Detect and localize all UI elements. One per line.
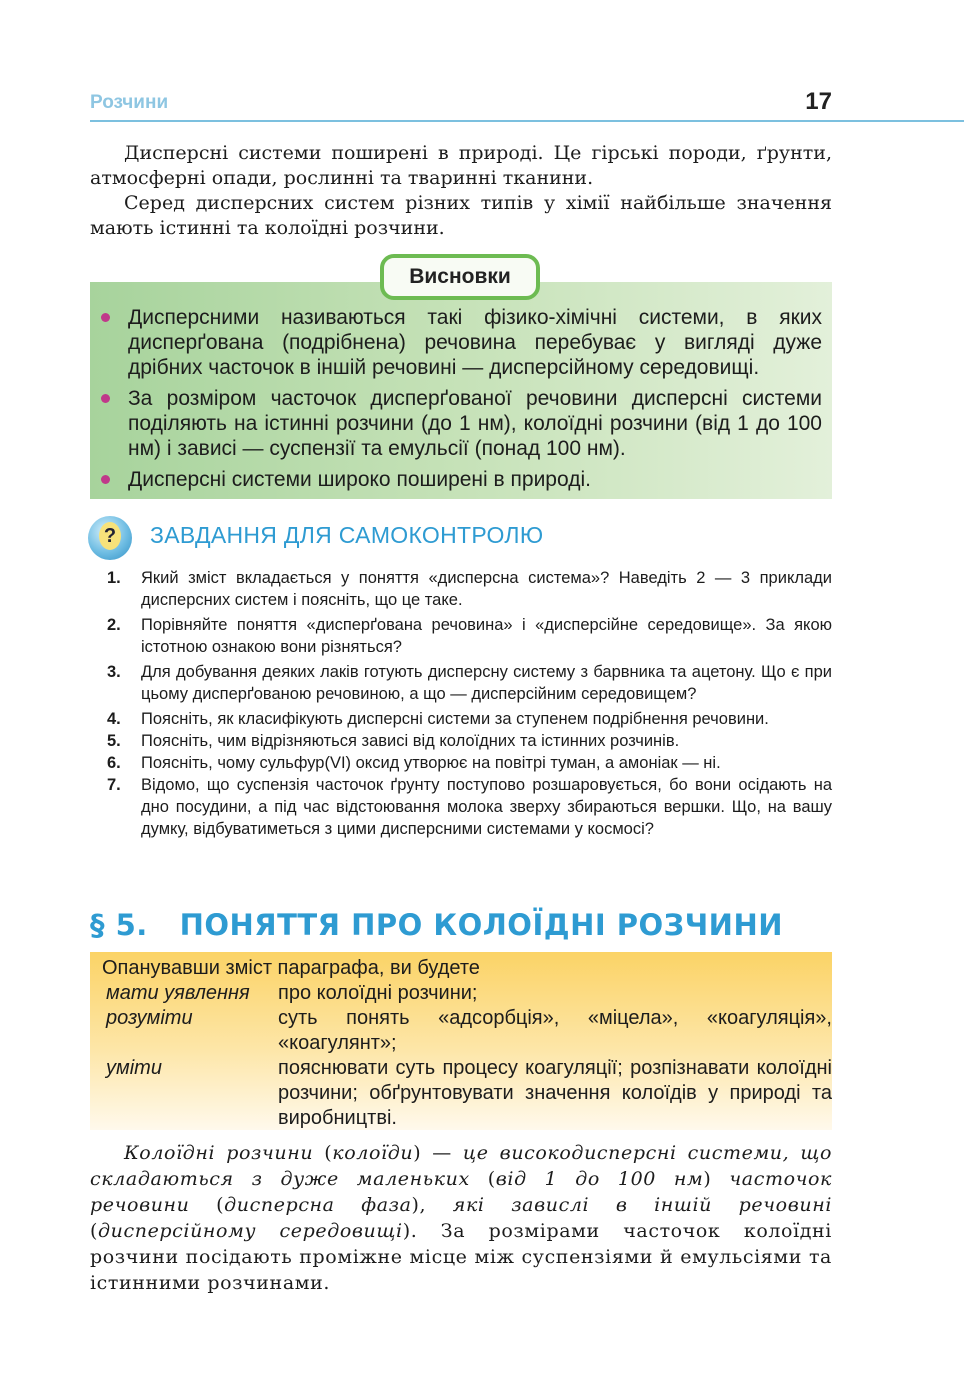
page-number: 17 xyxy=(805,88,832,115)
task-item: 3. Для добування деяких лаків готують дисперсну систему з барвника та ацетону. Що є при цьому дисперґованою речовиною, а що — дисперсійним середовищем? xyxy=(107,663,832,703)
chapter-title: Розчини xyxy=(90,92,169,113)
running-header xyxy=(90,88,964,122)
task-item: 4. Поясніть, як класифікують дисперсні системи за ступенем подрібнення речовини. xyxy=(107,710,769,728)
task-item: 2. Порівняйте поняття «дисперґована речовина» і «дисперсійне середовище». За якою істотною ознакою вони різняться? xyxy=(107,616,832,656)
bullet-icon xyxy=(101,475,110,484)
objective-text: суть понять «адсорбція», «міцела», «коагуляція», «коагулянт»; xyxy=(278,1007,832,1054)
question-icon: ? xyxy=(88,516,132,560)
intro-paragraph-1: Дисперсні системи поширені в природі. Це гірські породи, ґрунти, атмосферні опади, рослинні та тваринні тканини. xyxy=(90,142,832,189)
task-item: 6. Поясніть, чому сульфур(VI) оксид утворює на повітрі туман, а амоніак — ні. xyxy=(107,754,721,772)
objective-term: уміти xyxy=(106,1057,162,1079)
task-item: 5. Поясніть, чим відрізняються завиcі від колоїдних та істинних розчинів. xyxy=(107,732,680,750)
conclusion-item: Дисперсними називаються такі фізико-хімічні системи, в яких дисперґована (подрібнена) речовина перебуває у вигляді дуже дрібних часточок в іншій речовині — дисперсійному середовищі. xyxy=(90,305,832,380)
bullet-icon xyxy=(101,394,110,403)
conclusion-item: За розміром часточок дисперґованої речовини дисперсні системи поділяють на істинні розчини (до 1 нм), колоїдні розчини (від 1 до 100 нм) і завиcі — суспензії та емульсії (понад 100 нм). xyxy=(90,386,832,461)
objective-text: про колоїдні розчини; xyxy=(278,982,478,1004)
conclusions-title: Висновки xyxy=(380,254,540,300)
bullet-icon xyxy=(101,313,110,322)
self-control-title: ЗАВДАННЯ ДЛЯ САМОКОНТРОЛЮ xyxy=(150,522,544,548)
objectives-intro: Опанувавши зміст параграфа, ви будете xyxy=(102,957,480,979)
task-item: 1. Який зміст вкладається у поняття «дисперсна система»? Наведіть 2 — 3 приклади дисперсних систем і поясніть, що це таке. xyxy=(107,569,832,609)
section-title: § 5. ПОНЯТТЯ ПРО КОЛОЇДНІ РОЗЧИНИ xyxy=(90,908,783,942)
conclusions-list xyxy=(90,305,832,498)
conclusion-item: Дисперсні системи широко поширені в природі. xyxy=(90,467,832,492)
definition-paragraph: Колоїдні розчини (колоїди) — це високодисперсні системи, що складаються з дуже маленьких (від 1 до 100 нм) часточок речовини (дисперсна фаза), які завислі в іншій речовині (дисперсійному середовищі). За розмірами часточок колоїдні розчини посідають проміжне місце між суспензіями й емульсіями та істинними розчинами. xyxy=(90,1142,833,1294)
self-control-tasks xyxy=(90,567,832,840)
intro-paragraph-2: Серед дисперсних систем різних типів у хімії найбільше значення мають істинні та колоїдні розчини. xyxy=(90,192,832,239)
objective-term: розуміти xyxy=(106,1007,193,1029)
objective-text: пояснювати суть процесу коагуляції; розпізнавати колоїдні розчини; обґрунтовувати значення колоїдів у природі та виробництві. xyxy=(278,1057,832,1129)
objective-term: мати уявлення xyxy=(106,982,250,1004)
task-item: 7. Відомо, що суспензія часточок ґрунту поступово розшаровується, бо вони осідають на дно посудини, а під час відстоювання молока зверху збираються вершки. Що, на вашу думку, відбуватиметься з цими дисперсними системами у космосі? xyxy=(107,776,832,838)
